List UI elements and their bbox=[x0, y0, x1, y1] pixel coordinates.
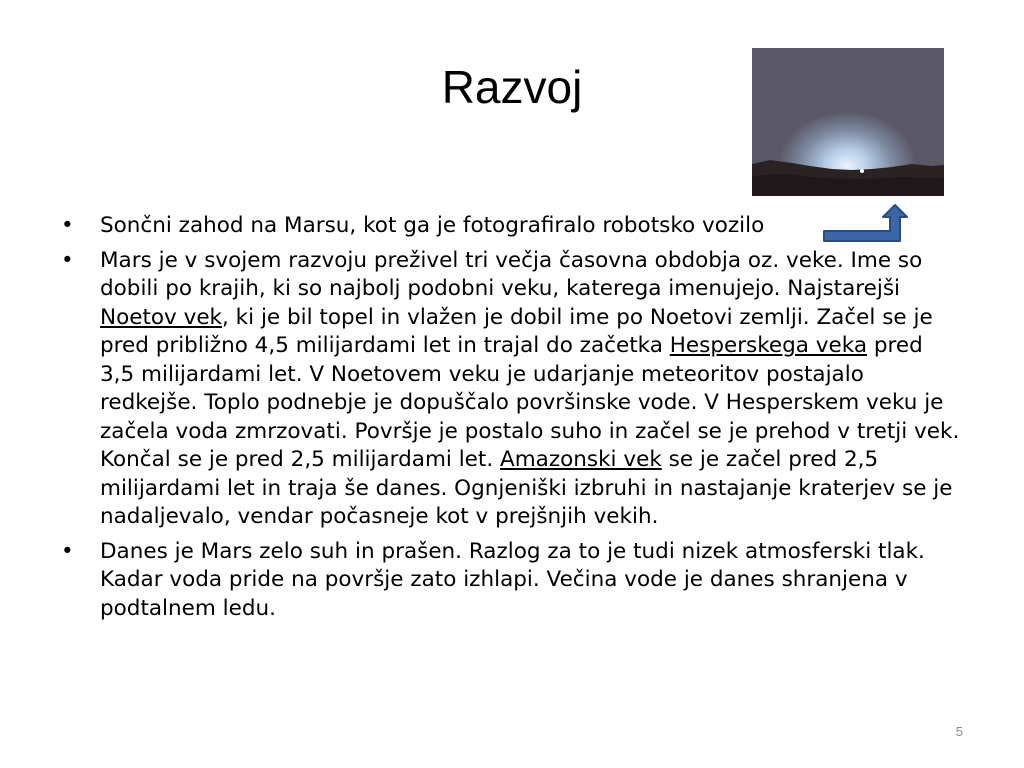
page-number: 5 bbox=[955, 724, 963, 739]
link-noetov-vek[interactable]: Noetov vek bbox=[100, 304, 223, 330]
slide-title: Razvoj bbox=[441, 61, 583, 113]
link-amazonski-vek[interactable]: Amazonski vek bbox=[500, 447, 662, 472]
mars-sunset-photo bbox=[752, 48, 944, 196]
bullet-text: Danes je Mars zelo suh in prašen. Razlog za to je tudi nizek atmosferski tlak. Kadar voda pride na površje zato izhlapi. Večina vode je danes shranjena v podtalnem ledu. bbox=[100, 538, 925, 621]
bullet-item-sunset bbox=[58, 212, 963, 241]
bullet-item-eras bbox=[58, 247, 963, 532]
bullet-item-today bbox=[58, 538, 963, 624]
bullet-glyph: • bbox=[61, 538, 74, 564]
bullet-text-part: , ki je bil topel in vlažen je dobil ime po Noetovi zemlji. Začel se je pred približno 4,5 milijardami let in trajal do začetka bbox=[100, 304, 933, 358]
bullet-text-part: pred 3,5 milijardami let. V Noetovem veku je udarjanje meteoritov postajalo redkejše. Toplo podnebje je dopuščalo površinske vode. V Hesperskem veku je začela voda zmrzovati. Površje je postalo suho in začel se je prehod v tretji vek. Končal se je pred 2,5 milijardami let. bbox=[100, 333, 960, 472]
bullet-list bbox=[58, 212, 963, 629]
bullet-text-part: se je začel pred 2,5 milijardami let in traja še danes. Ognjeniški izbruhi in nastajanje kraterjev se je nadaljevalo, vendar počasneje kot v prejšnjih vekih. bbox=[100, 447, 953, 529]
bullet-text-part: Mars je v svojem razvoju preživel tri večja časovna obdobja oz. veke. Ime so dobili po krajih, ki so najbolj podobni veku, katerega imenujejo. Najstarejši bbox=[100, 247, 923, 301]
bullet-text: Sončni zahod na Marsu, kot ga je fotografiralo robotsko vozilo bbox=[100, 213, 765, 238]
bullet-glyph: • bbox=[61, 247, 74, 273]
link-hesperskega-veka[interactable]: Hesperskega veka bbox=[669, 333, 867, 358]
bullet-glyph: • bbox=[61, 213, 74, 238]
